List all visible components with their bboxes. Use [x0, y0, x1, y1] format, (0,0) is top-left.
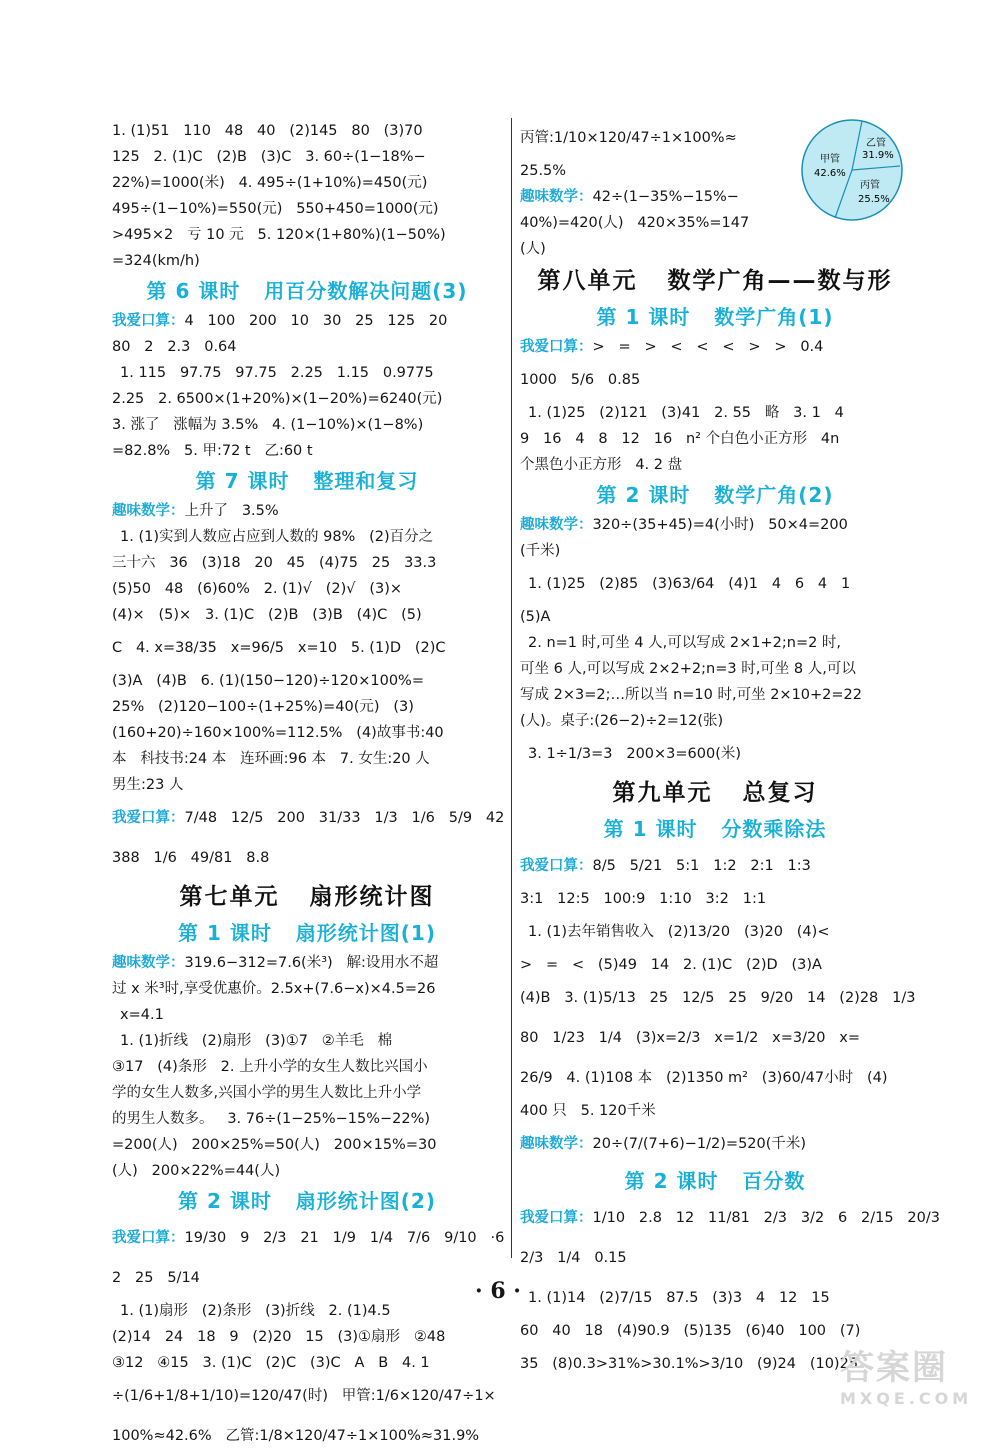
pie-label-jia: 甲管 [820, 154, 840, 165]
tag-line-content: 319.6−312=7.6(米³) 解:设用水不超 [184, 955, 439, 971]
answer-line: 80 2 2.3 0.64 [112, 339, 237, 355]
answer-line: =200(人) 200×25%=50(人) 200×15%=30 [112, 1137, 437, 1153]
watermark-sub: MXQE.COM [840, 1389, 973, 1408]
answer-line: (人)。桌子:(26−2)÷2=12(张) [520, 713, 724, 729]
unit-title: 第九单元 总复习 [612, 780, 818, 806]
answer-line: 学的女生人数多,兴国小学的男生人数比上升小学 [112, 1085, 422, 1101]
section-tag: 趣味数学： [112, 955, 185, 971]
answer-line: 过 x 米³时,享受优惠价。2.5x+(7.6−x)×4.5=26 [112, 981, 436, 997]
answer-line [520, 846, 910, 886]
answer-line: 个黑色小正方形 4. 2 盘 [520, 457, 683, 473]
section-tag: 趣味数学： [112, 503, 185, 519]
watermark-main: 答案圈 [840, 1348, 948, 1388]
section-tag: 我爱口算： [112, 810, 185, 826]
answer-line [112, 1218, 505, 1258]
pie-value-yi: 31.9% [862, 150, 894, 161]
answer-line: (160+20)÷160×100%=112.5% (4)故事书:40 [112, 725, 444, 741]
answer-line: 1. (1)扇形 (2)条形 (3)折线 2. (1)4.5 [120, 1303, 391, 1319]
answer-line: (人) [520, 241, 546, 257]
answer-line: (3)A (4)B 6. (1)(150−120)÷120×100%= [112, 673, 424, 689]
answer-line: ③12 ④15 3. (1)C (2)C (3)C A B 4. 1 [112, 1355, 430, 1371]
answer-line: 388 1/6 49/81 8.8 [112, 850, 270, 866]
answer-line [520, 1198, 940, 1238]
tag-line-content: 42÷(1−35%−15%− [592, 189, 739, 205]
answer-line: 22%)=1000(米) 4. 495÷(1+10%)=450(元) [112, 175, 428, 191]
answer-line: 1. (1)实到人数应占应到人数的 98% (2)百分之 [120, 529, 434, 545]
right-column [520, 118, 940, 1384]
answer-line: ③17 (4)条形 2. 上升小学的女生人数比兴国小 [112, 1059, 428, 1075]
answer-line: (5)A [520, 609, 551, 625]
answer-line: 3. 1÷1/3=3 200×3=600(米) [528, 746, 742, 762]
answer-line: 男生:23 人 [112, 777, 184, 793]
answer-line: (4)× (5)× 3. (1)C (2)B (3)B (4)C (5) [112, 607, 422, 623]
answer-line: C 4. x=38/35 x=96/5 x=10 5. (1)D (2)C [112, 640, 446, 656]
answer-line: 的男生人数多。 3. 76÷(1−25%−15%−22%) [112, 1111, 431, 1127]
answer-line: (5)50 48 (6)60% 2. (1)√ (2)√ (3)× [112, 581, 403, 597]
answer-line: 40%)=420(人) 420×35%=147 [520, 215, 750, 231]
answer-line: 26/9 4. (1)108 本 (2)1350 m² (3)60/47小时 (4) [520, 1070, 888, 1086]
section-tag: 我爱口算： [520, 339, 593, 355]
answer-line: =324(km/h) [112, 253, 200, 269]
answer-line [520, 1124, 910, 1164]
answer-line: 1. (1)14 (2)7/15 87.5 (3)3 4 12 15 [528, 1290, 830, 1306]
section-tag: 趣味数学： [520, 517, 593, 533]
tag-line-content: 20÷(7/(7+6)−1/2)=520(千米) [592, 1136, 807, 1152]
tag-line-content: 19/30 9 2/3 21 1/9 1/4 7/6 9/10 ·6 [184, 1230, 505, 1246]
section-tag: 趣味数学： [520, 1136, 593, 1152]
lesson-title: 第 1 课时 扇形统计图(1) [178, 921, 436, 945]
unit-title: 第八单元 数学广角——数与形 [537, 268, 893, 294]
left-column [112, 118, 505, 1456]
tag-line-content: 8/5 5/21 5:1 1:2 2:1 1:3 [592, 858, 811, 874]
answer-line: =82.8% 5. 甲:72 t 乙:60 t [112, 443, 313, 459]
pie-label-bing: 丙管 [860, 180, 880, 191]
answer-line [112, 498, 502, 524]
lesson-title: 第 1 课时 数学广角(1) [596, 305, 834, 329]
answer-line: 100%≈42.6% 乙管:1/8×120/47÷1×100%≈31.9% [112, 1428, 480, 1444]
answer-line: (4)B 3. (1)5/13 25 12/5 25 9/20 14 (2)28 1/3 [520, 990, 916, 1006]
tag-line-content: 1/10 2.8 12 11/81 2/3 3/2 6 2/15 20/3 [592, 1210, 940, 1226]
section-tag: 我爱口算： [520, 1210, 593, 1226]
answer-line [520, 512, 910, 538]
answer-line [520, 334, 910, 360]
answer-line: 35 (8)0.3>31%>30.1%>3/10 (9)24 (10)25 [520, 1356, 859, 1372]
answer-line: (2)14 24 18 9 (2)20 15 (3)①扇形 ②48 [112, 1329, 446, 1345]
answer-line: >495×2 亏 10 元 5. 120×(1+80%)(1−50%) [112, 227, 446, 243]
answer-line: 2. n=1 时,可坐 4 人,可以写成 2×1+2;n=2 时, [528, 635, 842, 651]
answer-line: 3:1 12:5 100:9 1:10 3:2 1:1 [520, 891, 767, 907]
pipe-pie-chart [800, 118, 905, 223]
page-number: · 6 · [475, 1278, 521, 1304]
answer-line [112, 950, 502, 976]
lesson-title: 第 2 课时 扇形统计图(2) [178, 1189, 436, 1213]
answer-line: 60 40 18 (4)90.9 (5)135 (6)40 100 (7) [520, 1323, 861, 1339]
answer-line: 400 只 5. 120千米 [520, 1103, 656, 1119]
answer-line: 2 25 5/14 [112, 1270, 200, 1286]
tag-line-content: 320÷(35+45)=4(小时) 50×4=200 [592, 517, 848, 533]
section-tag: 我爱口算： [112, 313, 185, 329]
lesson-title: 第 7 课时 整理和复习 [195, 469, 419, 493]
answer-line: 2/3 1/4 0.15 [520, 1250, 627, 1266]
answer-line: 1. (1)25 (2)121 (3)41 2. 55 略 3. 1 4 [528, 405, 844, 421]
pie-value-bing: 25.5% [858, 194, 890, 205]
answer-line: 1. (1)去年销售收入 (2)13/20 (3)20 (4)< [528, 924, 830, 940]
pie-label-yi: 乙管 [866, 138, 886, 149]
answer-line: (千米) [520, 543, 561, 559]
answer-line: 1. (1)25 (2)85 (3)63/64 (4)1 4 6 4 1 [528, 576, 851, 592]
answer-line: 3. 涨了 涨幅为 3.5% 4. (1−10%)×(1−8%) [112, 417, 424, 433]
answer-line: 495÷(1−10%)=550(元) 550+450=1000(元) [112, 201, 439, 217]
answer-line [112, 308, 502, 334]
lesson-title: 第 1 课时 分数乘除法 [603, 817, 827, 841]
tag-line-content: 上升了 3.5% [184, 503, 279, 519]
answer-line: 25.5% [520, 163, 567, 179]
answer-line: x=4.1 [120, 1007, 164, 1023]
answer-line: 1. (1)折线 (2)扇形 (3)①7 ②羊毛 棉 [120, 1033, 393, 1049]
answer-line: 125 2. (1)C (2)B (3)C 3. 60÷(1−18%− [112, 149, 426, 165]
tag-line-content: > = > < < < > > 0.4 [592, 339, 824, 355]
answer-line: 9 16 4 8 12 16 n² 个白色小正方形 4n [520, 431, 840, 447]
section-tag: 我爱口算： [520, 858, 593, 874]
answer-line: 丙管:1/10×120/47÷1×100%≈ [520, 130, 737, 146]
column-divider [511, 118, 512, 1258]
answer-line: 80 1/23 1/4 (3)x=2/3 x=1/2 x=3/20 x= [520, 1030, 861, 1046]
answer-line: 1000 5/6 0.85 [520, 372, 641, 388]
answer-line: 1. 115 97.75 97.75 2.25 1.15 0.9775 [120, 365, 434, 381]
answer-line [112, 798, 505, 838]
lesson-title: 第 2 课时 百分数 [624, 1169, 806, 1193]
answer-line: 三十六 36 (3)18 20 45 (4)75 25 33.3 [112, 555, 437, 571]
section-tag: 趣味数学： [520, 189, 593, 205]
answer-line: 本 科技书:24 本 连环画:96 本 7. 女生:20 人 [112, 751, 430, 767]
watermark [840, 1340, 990, 1410]
lesson-title: 第 2 课时 数学广角(2) [596, 483, 834, 507]
section-tag: 我爱口算： [112, 1230, 185, 1246]
answer-line: 2.25 2. 6500×(1+20%)×(1−20%)=6240(元) [112, 391, 443, 407]
lesson-title: 第 6 课时 用百分数解决问题(3) [146, 279, 468, 303]
tag-line-content: 4 100 200 10 30 25 125 20 [184, 313, 448, 329]
pie-value-jia: 42.6% [814, 168, 846, 179]
answer-line: ÷(1/6+1/8+1/10)=120/47(时) 甲管:1/6×120/47÷1× [112, 1388, 496, 1404]
answer-line: > = < (5)49 14 2. (1)C (2)D (3)A [520, 957, 822, 973]
answer-line: 25% (2)120−100÷(1+25%)=40(元) (3) [112, 699, 414, 715]
unit-title: 第七单元 扇形统计图 [179, 884, 435, 910]
tag-line-content: 7/48 12/5 200 31/33 1/3 1/6 5/9 42 [184, 810, 505, 826]
answer-line: (人) 200×22%=44(人) [112, 1163, 281, 1179]
answer-line: 可坐 6 人,可以写成 2×2+2;n=3 时,可坐 8 人,可以 [520, 661, 856, 677]
answer-line: 1. (1)51 110 48 40 (2)145 80 (3)70 [112, 123, 423, 139]
answer-line: 写成 2×3=2;…所以当 n=10 时,可坐 2×10+2=22 [520, 687, 862, 703]
